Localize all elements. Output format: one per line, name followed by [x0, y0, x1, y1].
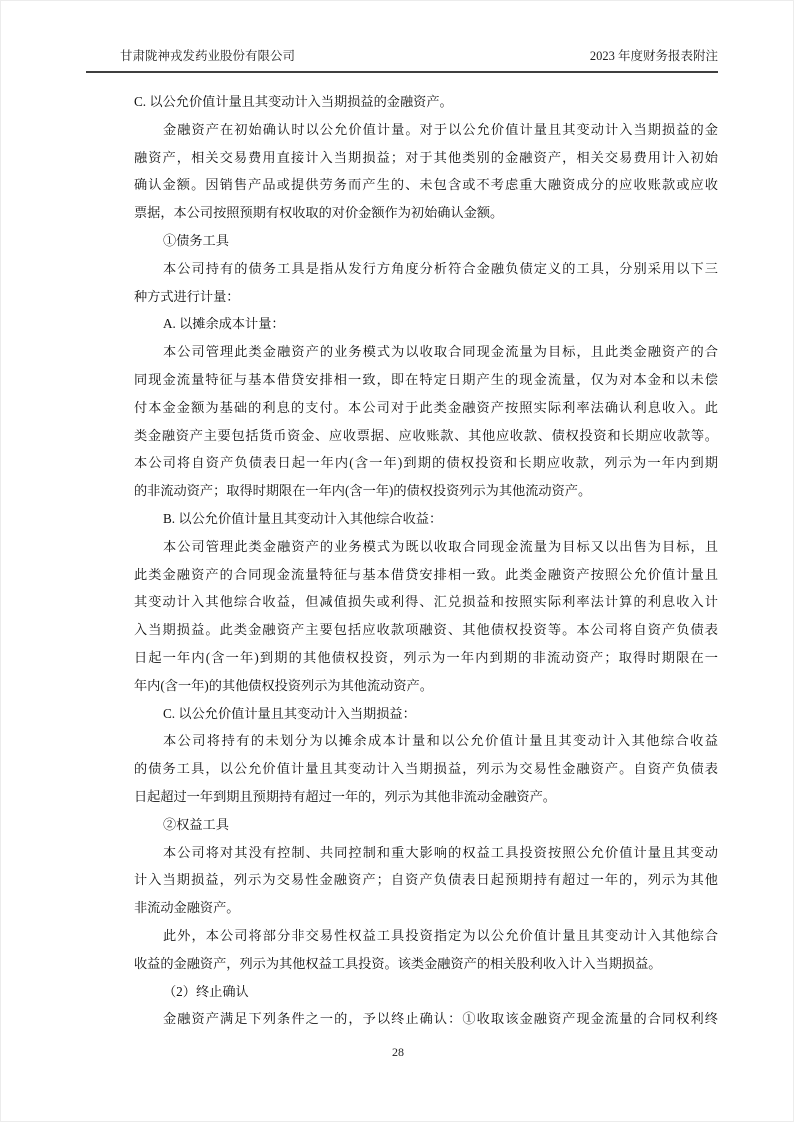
text-line: 种方式进行计量：	[134, 288, 240, 304]
text-line: 的债务工具，以公允价值计量且其变动计入当期损益，列示为交易性金融资产。自资产负债表	[134, 761, 718, 777]
text-line: 确认金额。因销售产品或提供劳务而产生的、未包含或不考虑重大融资成分的应收账款或应收	[134, 177, 718, 193]
text-line: 同现金流量特征与基本借贷安排相一致，即在特定日期产生的现金流量，仅为对本金和以未偿	[134, 371, 718, 387]
text-line: 日起一年内(含一年)到期的其他债权投资，列示为一年内到期的非流动资产；取得时期限在一	[134, 649, 718, 665]
text-line: 本公司将持有的未划分为以摊余成本计量和以公允价值计量且其变动计入其他综合收益	[163, 733, 718, 749]
text-line: 金融资产满足下列条件之一的，予以终止确认：①收取该金融资产现金流量的合同权利终	[163, 1011, 718, 1027]
text-line: 金融资产在初始确认时以公允价值计量。对于以公允价值计量且其变动计入当期损益的金	[163, 121, 718, 137]
text-line: 类金融资产主要包括货币资金、应收票据、应收账款、其他应收款、债权投资和长期应收款等。	[134, 427, 718, 443]
text-line: ②权益工具	[163, 816, 229, 832]
text-line: 融资产，相关交易费用直接计入当期损益；对于其他类别的金融资产，相关交易费用计入初始	[134, 149, 718, 165]
text-line: 本公司管理此类金融资产的业务模式为以收取合同现金流量为目标，且此类金融资产的合	[163, 344, 718, 360]
text-line: 此外，本公司将部分非交易性权益工具投资指定为以公允价值计量且其变动计入其他综合	[163, 927, 718, 943]
text-line: B. 以公允价值计量且其变动计入其他综合收益：	[163, 510, 443, 526]
text-line: A. 以摊余成本计量：	[163, 316, 285, 332]
page-header	[86, 46, 718, 73]
text-line: C. 以公允价值计量且其变动计入当期损益的金融资产。	[134, 94, 453, 109]
text-line: 日起超过一年到期且预期持有超过一年的，列示为其他非流动金融资产。	[134, 788, 556, 804]
page-header-row	[86, 46, 718, 64]
header-doc-title: 2023 年度财务报表附注	[589, 49, 718, 63]
text-line: 非流动金融资产。	[134, 900, 240, 916]
text-line: 票据，本公司按照预期有权收取的对价金额作为初始确认金额。	[134, 205, 504, 221]
text-line: 的非流动资产；取得时期限在一年内(含一年)的债权投资列示为其他流动资产。	[134, 483, 592, 499]
text-line: 收益的金融资产，列示为其他权益工具投资。该类金融资产的相关股利收入计入当期损益。	[134, 955, 662, 971]
text-line: 本公司将自资产负债表日起一年内(含一年)到期的债权投资和长期应收款，列示为一年内到期	[134, 455, 718, 471]
text-line: ①债务工具	[163, 232, 229, 248]
text-line: （2）终止确认	[163, 983, 249, 999]
text-line: 其变动计入其他综合收益，但减值损失或利得、汇兑损益和按照实际利率法计算的利息收入计	[134, 594, 718, 610]
text-line: 入当期损益。此类金融资产主要包括应收款项融资、其他债权投资等。本公司将自资产负债表	[134, 622, 718, 638]
text-line: 本公司持有的债务工具是指从发行方角度分析符合金融负债定义的工具，分别采用以下三	[163, 260, 718, 276]
text-line: C. 以公允价值计量且其变动计入当期损益：	[163, 705, 416, 721]
text-line: 年内(含一年)的其他债权投资列示为其他流动资产。	[134, 677, 433, 693]
text-line: 付本金金额为基础的利息的支付。本公司对于此类金融资产按照实际利率法确认利息收入。此	[134, 399, 718, 415]
page-number: 28	[392, 1045, 404, 1059]
text-line: 计入当期损益，列示为交易性金融资产；自资产负债表日起预期持有超过一年的，列示为其他	[134, 872, 718, 888]
text-line: 本公司管理此类金融资产的业务模式为既以收取合同现金流量为目标又以出售为目标，且	[163, 538, 718, 554]
header-company-name: 甘肃陇神戎发药业股份有限公司	[120, 49, 296, 63]
page-footer	[1, 1045, 794, 1060]
document-body	[134, 88, 718, 1033]
text-line: 此类金融资产的合同现金流量特征与基本借贷安排相一致。此类金融资产按照公允价值计量且	[134, 566, 718, 582]
text-line: 本公司将对其没有控制、共同控制和重大影响的权益工具投资按照公允价值计量且其变动	[163, 844, 718, 860]
